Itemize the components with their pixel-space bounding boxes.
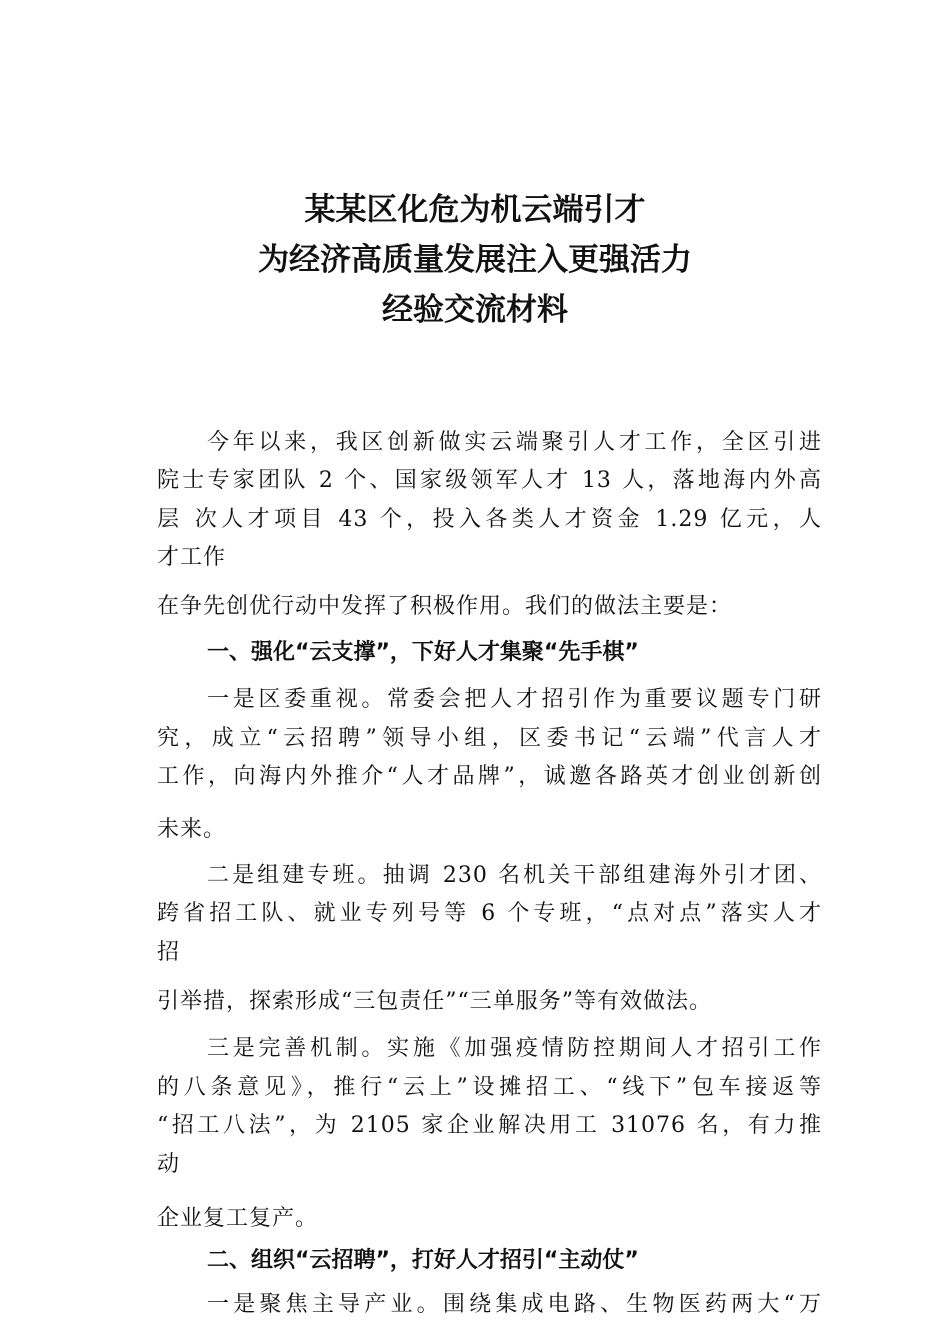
- document-title-line-1: 某某区化危为机云端引才: [304, 192, 646, 228]
- section-1-p3-line-2: 的八条意见》，推行“云上”设摊招工、“线下”包车接返等: [157, 1075, 822, 1100]
- document-title-line-2: 为经济高质量发展注入更强活力: [258, 242, 692, 278]
- section-1-p2-line-3: 招: [157, 940, 181, 965]
- section-1-p1-line-4: 未来。: [157, 817, 227, 842]
- section-1-p3-line-3: “招工八法”，为 2105 家企业解决用工 31076 名，有力推: [157, 1113, 822, 1138]
- intro-line-3: 层 次人才项目 43 个，投入各类人才资金 1.29 亿元，人: [157, 507, 822, 532]
- intro-line-2: 院士专家团队 2 个、国家级领军人才 13 人，落地海内外高: [157, 468, 822, 493]
- section-1-p2-line-1: 二是组建专班。抽调 230 名机关干部组建海外引才团、: [207, 863, 822, 888]
- intro-line-4: 才工作: [157, 545, 227, 570]
- section-2-p1-line-1: 一是聚焦主导产业。围绕集成电路、生物医药两大“万: [207, 1292, 822, 1317]
- section-1-p1-line-3: 工作，向海内外推介“人才品牌”，诚邀各路英才创业创新创: [157, 764, 822, 789]
- document-title-line-3: 经验交流材料: [382, 292, 568, 328]
- section-1-p1-line-2: 究，成立“云招聘”领导小组，区委书记“云端”代言人才: [157, 726, 822, 751]
- section-1-p1-line-1: 一是区委重视。常委会把人才招引作为重要议题专门研: [207, 687, 822, 712]
- intro-line-1: 今年以来，我区创新做实云端聚引人才工作，全区引进: [207, 430, 822, 455]
- section-1-p2-line-2: 跨省招工队、就业专列号等 6 个专班，“点对点”落实人才: [157, 901, 822, 926]
- section-1-p3-line-4: 动: [157, 1152, 181, 1177]
- section-1-heading: 一、强化“云支撑”，下好人才集聚“先手棋”: [207, 640, 639, 665]
- intro-line-5: 在争先创优行动中发挥了积极作用。我们的做法主要是：: [157, 594, 733, 619]
- section-1-p3-line-5: 企业复工复产。: [157, 1206, 319, 1231]
- section-1-p2-line-4: 引举措，探索形成“三包责任”“三单服务”等有效做法。: [157, 989, 712, 1014]
- section-1-p3-line-1: 三是完善机制。实施《加强疫情防控期间人才招引工作: [207, 1036, 822, 1061]
- section-2-heading: 二、组织“云招聘”，打好人才招引“主动仗”: [207, 1248, 639, 1273]
